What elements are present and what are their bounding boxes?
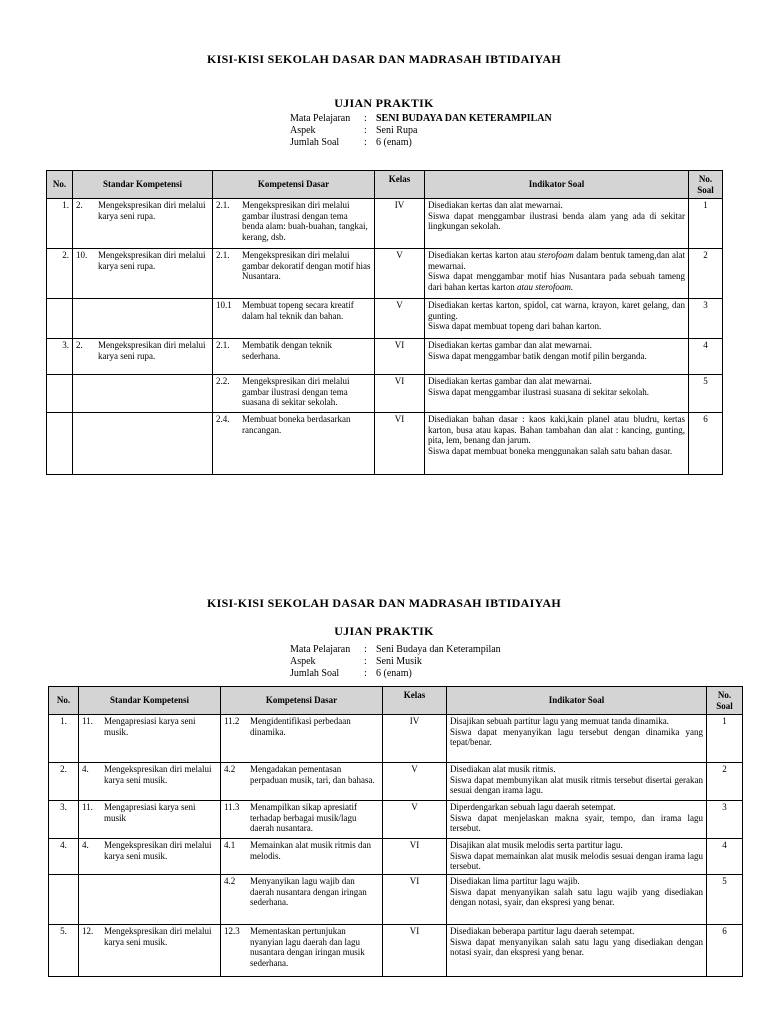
table-row — [49, 839, 743, 875]
kompetensi-dasar-cell: 2.1. Mengekspresikan diri melalui gambar ilustrasi dengan tema benda alam: buah-buahan, tangkai, kerang, dsb. — [213, 199, 375, 249]
row-number: 2. — [47, 249, 73, 299]
standar-kompetensi-cell: 12. Mengekspresikan diri melalui karya seni musik. — [79, 925, 221, 977]
kelas-cell: V — [383, 801, 447, 839]
kisi-table — [46, 170, 723, 475]
indikator-cell: Disediakan lima partitur lagu wajib. Siswa dapat menyanyikan salah satu lagu wajib yang disediakan dengan notasi, syair, dan ekspresi yang benar. — [447, 875, 707, 925]
document-title: KISI-KISI SEKOLAH DASAR DAN MADRASAH IBTIDAIYAH — [206, 596, 562, 610]
no-soal-cell: 4 — [689, 339, 723, 375]
header-indikator-soal: Indikator Soal — [425, 171, 689, 199]
colon: : — [364, 113, 367, 124]
table-row — [47, 299, 723, 339]
kisi-table — [48, 686, 743, 977]
aspek-label: Aspek — [290, 125, 316, 136]
no-soal-cell: 4 — [707, 839, 743, 875]
indikator-cell: Disediakan kertas gambar dan alat mewarnai. Siswa dapat menggambar batik dengan motif pilin berganda. — [425, 339, 689, 375]
kompetensi-dasar-cell: 4.2 Menyanyikan lagu wajib dan daerah nusantara dengan iringan sederhana. — [221, 875, 383, 925]
header-no-soal: No. Soal — [689, 171, 723, 199]
indikator-cell: Disajikan alat musik melodis serta partitur lagu. Siswa dapat memainkan alat musik melodis sesuai dengan irama lagu tersebut. — [447, 839, 707, 875]
colon: : — [364, 125, 367, 136]
standar-kompetensi-cell — [73, 413, 213, 475]
standar-kompetensi-cell — [73, 375, 213, 413]
row-number: 3. — [49, 801, 79, 839]
row-number — [47, 299, 73, 339]
colon: : — [364, 656, 367, 667]
kelas-cell: V — [383, 763, 447, 801]
header-indikator-soal: Indikator Soal — [447, 687, 707, 715]
header-kompetensi-dasar: Kompetensi Dasar — [221, 687, 383, 715]
header-no: No. — [49, 687, 79, 715]
document-subtitle: UJIAN PRAKTIK — [334, 624, 434, 638]
indikator-cell: Disajikan sebuah partitur lagu yang memuat tanda dinamika. Siswa dapat menyanyikan lagu tersebut dengan dinamika yang tepat/benar. — [447, 715, 707, 763]
kelas-cell: V — [375, 249, 425, 299]
no-soal-cell: 6 — [707, 925, 743, 977]
indikator-cell: Disediakan kertas karton, spidol, cat warna, krayon, karet gelang, dan gunting. Siswa dapat membuat topeng dari bahan karton. — [425, 299, 689, 339]
header-standar-kompetensi: Standar Kompetensi — [73, 171, 213, 199]
indikator-cell: Disediakan bahan dasar : kaos kaki,kain planel atau bludru, kertas karton, busa atau kapas. Bahan tambahan dan alat : kancing, gunting, pita, lem, benang dan jarum. Siswa dapat membuat boneka menggunakan salah satu bahan dasar. — [425, 413, 689, 475]
indikator-cell: Disediakan kertas karton atau sterofoam dalam bentuk tameng,dan alat mewarnai. Siswa dapat menggambar motif hias Nusantara pada sebuah tameng dari bahan kertas karton atau sterofoam. — [425, 249, 689, 299]
document-title: KISI-KISI SEKOLAH DASAR DAN MADRASAH IBTIDAIYAH — [206, 52, 562, 66]
kompetensi-dasar-cell: 2.1. Membatik dengan teknik sederhana. — [213, 339, 375, 375]
standar-kompetensi-cell: 2. Mengekspresikan diri melalui karya seni rupa. — [73, 199, 213, 249]
table-row — [49, 715, 743, 763]
kelas-cell: VI — [383, 925, 447, 977]
standar-kompetensi-cell: 4. Mengekspresikan diri melalui karya seni musik. — [79, 763, 221, 801]
table-row — [49, 801, 743, 839]
row-number: 5. — [49, 925, 79, 977]
kelas-cell: V — [375, 299, 425, 339]
jumlah-value: 6 (enam) — [376, 668, 412, 679]
kompetensi-dasar-cell: 2.2. Mengekspresikan diri melalui gambar ilustrasi dengan tema suasana di sekitar sekolah. — [213, 375, 375, 413]
jumlah-label: Jumlah Soal — [290, 668, 340, 679]
kelas-cell: IV — [375, 199, 425, 249]
kompetensi-dasar-cell: 11.2 Mengidentifikasi perbedaan dinamika. — [221, 715, 383, 763]
mapel-value: SENI BUDAYA DAN KETERAMPILAN — [376, 113, 552, 124]
no-soal-cell: 3 — [707, 801, 743, 839]
table-row — [49, 763, 743, 801]
standar-kompetensi-cell — [73, 299, 213, 339]
indikator-cell: Disediakan beberapa partitur lagu daerah setempat. Siswa dapat menyanyikan salah satu lagu yang disediakan dengan notasi syair, dan ekspresi yang benar. — [447, 925, 707, 977]
standar-kompetensi-cell: 11. Mengapresiasi karya seni musik — [79, 801, 221, 839]
indikator-cell: Disediakan kertas dan alat mewarnai. Siswa dapat menggambar ilustrasi benda alam yang ada di sekitar lingkungan sekolah. — [425, 199, 689, 249]
kompetensi-dasar-cell: 4.1 Memainkan alat musik ritmis dan melodis. — [221, 839, 383, 875]
kompetensi-dasar-cell: 2.1. Mengekspresikan diri melalui gambar dekoratif dengan motif hias Nusantara. — [213, 249, 375, 299]
kompetensi-dasar-cell: 2.4. Membuat boneka berdasarkan rancangan. — [213, 413, 375, 475]
row-number: 2. — [49, 763, 79, 801]
kelas-cell: VI — [375, 413, 425, 475]
row-number: 4. — [49, 839, 79, 875]
colon: : — [364, 137, 367, 148]
no-soal-cell: 3 — [689, 299, 723, 339]
kompetensi-dasar-cell: 12.3 Mementaskan pertunjukan nyanyian lagu daerah dan lagu nusantara dengan iringan musik sederhana. — [221, 925, 383, 977]
no-soal-cell: 1 — [689, 199, 723, 249]
aspek-value: Seni Rupa — [376, 125, 418, 136]
table-row — [49, 875, 743, 925]
indikator-cell: Disediakan alat musik ritmis. Siswa dapat membunyikan alat musik ritmis tersebut disertai gerakan sesuai dengan irama lagu. — [447, 763, 707, 801]
header-kelas: Kelas — [383, 687, 447, 715]
meta-block — [290, 644, 501, 680]
standar-kompetensi-cell: 10. Mengekspresikan diri melalui karya seni rupa. — [73, 249, 213, 299]
standar-kompetensi-cell: 11. Mengapresiasi karya seni musik. — [79, 715, 221, 763]
standar-kompetensi-cell: 2. Mengekspresikan diri melalui karya seni rupa. — [73, 339, 213, 375]
aspek-value: Seni Musik — [376, 656, 422, 667]
row-number: 1. — [47, 199, 73, 249]
table-row — [47, 375, 723, 413]
kelas-cell: VI — [383, 875, 447, 925]
no-soal-cell: 6 — [689, 413, 723, 475]
colon: : — [364, 644, 367, 655]
header-kelas: Kelas — [375, 171, 425, 199]
mapel-label: Mata Pelajaran — [290, 113, 351, 124]
header-no: No. — [47, 171, 73, 199]
header-kompetensi-dasar: Kompetensi Dasar — [213, 171, 375, 199]
indikator-cell: Diperdengarkan sebuah lagu daerah setempat. Siswa dapat menjelaskan makna syair, tempo, dan irama lagu tersebut. — [447, 801, 707, 839]
row-number — [47, 375, 73, 413]
table-row — [47, 339, 723, 375]
header-standar-kompetensi: Standar Kompetensi — [79, 687, 221, 715]
colon: : — [364, 668, 367, 679]
no-soal-cell: 2 — [707, 763, 743, 801]
mapel-value: Seni Budaya dan Keterampilan — [376, 644, 501, 655]
no-soal-cell: 5 — [689, 375, 723, 413]
table-row — [47, 199, 723, 249]
kelas-cell: VI — [375, 339, 425, 375]
kompetensi-dasar-cell: 10.1 Membuat topeng secara kreatif dalam hal teknik dan bahan. — [213, 299, 375, 339]
jumlah-value: 6 (enam) — [376, 137, 412, 148]
indikator-cell: Disediakan kertas gambar dan alat mewarnai. Siswa dapat menggambar ilustrasi suasana di sekitar sekolah. — [425, 375, 689, 413]
table-row — [47, 413, 723, 475]
kelas-cell: VI — [383, 839, 447, 875]
row-number — [49, 875, 79, 925]
row-number — [47, 413, 73, 475]
table-row — [49, 925, 743, 977]
header-no-soal: No. Soal — [707, 687, 743, 715]
row-number: 3. — [47, 339, 73, 375]
kompetensi-dasar-cell: 4.2 Mengadakan pementasan perpaduan musik, tari, dan bahasa. — [221, 763, 383, 801]
meta-block — [290, 113, 552, 149]
table-row — [47, 249, 723, 299]
no-soal-cell: 2 — [689, 249, 723, 299]
no-soal-cell: 5 — [707, 875, 743, 925]
jumlah-label: Jumlah Soal — [290, 137, 340, 148]
no-soal-cell: 1 — [707, 715, 743, 763]
kelas-cell: IV — [383, 715, 447, 763]
kompetensi-dasar-cell: 11.3 Menampilkan sikap apresiatif terhadap berbagai musik/lagu daerah nusantara. — [221, 801, 383, 839]
standar-kompetensi-cell: 4. Mengekspresikan diri melalui karya seni musik. — [79, 839, 221, 875]
kelas-cell: VI — [375, 375, 425, 413]
document-subtitle: UJIAN PRAKTIK — [334, 96, 434, 110]
mapel-label: Mata Pelajaran — [290, 644, 351, 655]
standar-kompetensi-cell — [79, 875, 221, 925]
row-number: 1. — [49, 715, 79, 763]
aspek-label: Aspek — [290, 656, 316, 667]
